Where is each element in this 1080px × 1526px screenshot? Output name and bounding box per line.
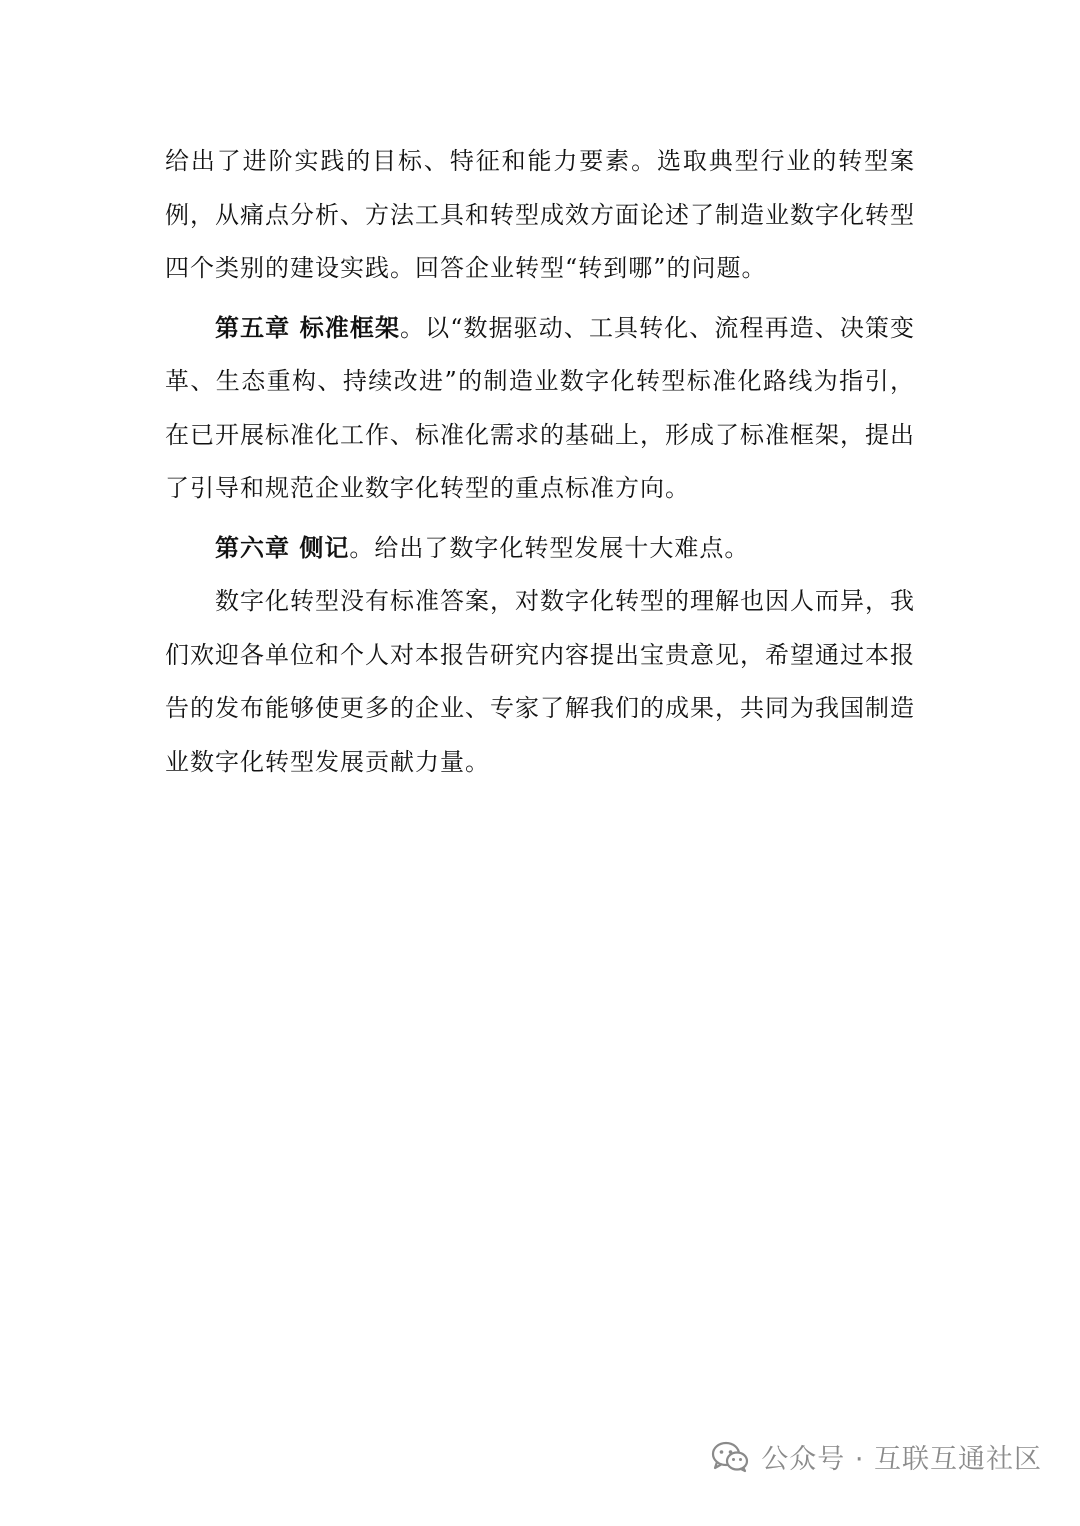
chapter-five-title: 第五章 标准框架 <box>215 313 401 342</box>
chapter-six-body: 。给出了数字化转型发展十大难点。 <box>349 533 750 562</box>
paragraph-chapter-five <box>165 302 915 516</box>
paragraph-continued: 给出了进阶实践的目标、特征和能力要素。选取典型行业的转型案例，从痛点分析、方法工具和转型成效方面论述了制造业数字化转型四个类别的建设实践。回答企业转型“转到哪”的问题。 <box>165 147 915 282</box>
watermark-text: 公众号 · 互联互通社区 <box>761 1444 1042 1475</box>
chapter-six-title: 第六章 侧记 <box>215 533 350 562</box>
wechat-icon <box>711 1441 749 1473</box>
chapter-five-body: 。以“数据驱动、工具转化、流程再造、决策变革、生态重构、持续改进”的制造业数字化转型标准化路线为指引，在已开展标准化工作、标准化需求的基础上，形成了标准框架，提出了引导和规范企业数字化转型的重点标准方向。 <box>165 313 915 502</box>
paragraph-closing: 数字化转型没有标准答案，对数字化转型的理解也因人而异，我们欢迎各单位和个人对本报告研究内容提出宝贵意见，希望通过本报告的发布能够使更多的企业、专家了解我们的成果，共同为我国制造业数字化转型发展贡献力量。 <box>165 587 915 776</box>
document-body <box>165 135 915 789</box>
watermark <box>711 1437 1042 1476</box>
paragraph-chapter-six <box>165 522 915 576</box>
